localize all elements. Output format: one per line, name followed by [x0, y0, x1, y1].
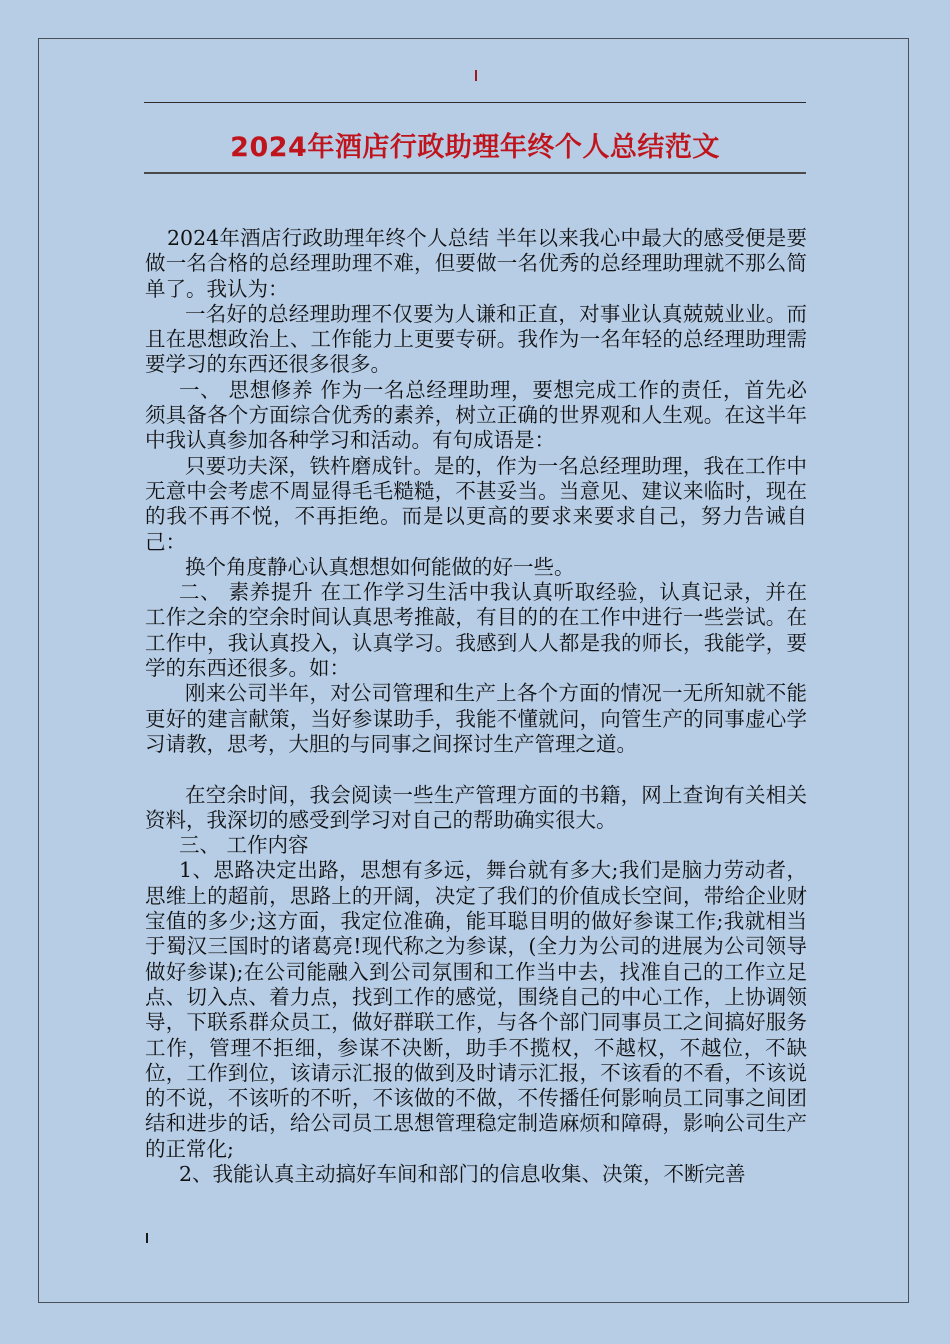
paragraph-item-2: 2、我能认真主动搞好车间和部门的信息收集、决策，不断完善: [179, 1161, 746, 1186]
title-underline: [144, 172, 806, 174]
section-heading-quality: 二、 素养提升 在工作学习生活中我认真听取经验，认真记录，并在工作之余的空余时间认真思考推敲，有目的的在工作中进行一些尝试。在工作中，我认真投入，认真学习。我感到人人都是我的师长，我能学，要学的东西还很多。如：: [145, 580, 807, 681]
document-body: [145, 226, 807, 1187]
paragraph: 在空余时间，我会阅读一些生产管理方面的书籍，网上查询有关相关资料，我深切的感受到学习对自己的帮助确实很大。: [145, 782, 807, 832]
document-title: 2024年酒店行政助理年终个人总结范文: [230, 132, 720, 163]
paragraph-item-1: 1、思路决定出路，思想有多远，舞台就有多大;我们是脑力劳动者，思维上的超前，思路上的开阔，决定了我们的价值成长空间，带给企业财宝值的多少;这方面，我定位准确，能耳聪目明的做好参谋工作;我就相当于蜀汉三国时的诸葛亮!现代称之为参谋，(全力为公司的进展为公司领导做好参谋);在公司能融入到公司氛围和工作当中去，找准自己的工作立足点、切入点、着力点，找到工作的感觉，围绕自己的中心工作，上协调领导，下联系群众员工，做好群联工作，与各个部门同事员工之间搞好服务工作，管理不拒细，参谋不决断，助手不揽权，不越权，不越位，不缺位，工作到位，该请示汇报的做到及时请示汇报，不该看的不看，不该说的不说，不该听的不听，不该做的不做，不传播任何影响员工同事之间团结和进步的话，给公司员工思想管理稳定制造麻烦和障碍，影响公司生产的正常化;: [145, 858, 807, 1161]
paragraph-intro: 2024年酒店行政助理年终个人总结 半年以来我心中最大的感受便是要做一名合格的总经理助理不难，但要做一名优秀的总经理助理就不那么简单了。我认为：: [145, 226, 807, 301]
paragraph: 刚来公司半年，对公司管理和生产上各个方面的情况一无所知就不能更好的建言献策，当好参谋助手，我能不懂就问，向管生产的同事虚心学习请教，思考，大胆的与同事之间探讨生产管理之道。: [145, 681, 807, 756]
header-mark: [475, 70, 477, 81]
section-heading-thought: 一、 思想修养 作为一名总经理助理，要想完成工作的责任，首先必须具备各个方面综合优秀的素养，树立正确的世界观和人生观。在这半年中我认真参加各种学习和活动。有句成语是：: [145, 377, 807, 453]
header-rule: [144, 102, 806, 103]
section-heading-work: 三、 工作内容: [179, 833, 309, 858]
footer-mark: [146, 1233, 148, 1243]
paragraph: 一名好的总经理助理不仅要为人谦和正直，对事业认真兢兢业业。而且在思想政治上、工作能力上更要专研。我作为一名年轻的总经理助理需要学习的东西还很多很多。: [145, 301, 807, 377]
blank-line: [145, 757, 807, 782]
paragraph: 只要功夫深，铁杵磨成针。是的，作为一名总经理助理，我在工作中无意中会考虑不周显得毛毛糙糙，不甚妥当。当意见、建议来临时，现在的我不再不悦，不再拒绝。而是以更高的要求来要求自己，努力告诫自己：: [145, 453, 807, 554]
paragraph: 换个角度静心认真想想如何能做的好一些。: [185, 554, 575, 579]
